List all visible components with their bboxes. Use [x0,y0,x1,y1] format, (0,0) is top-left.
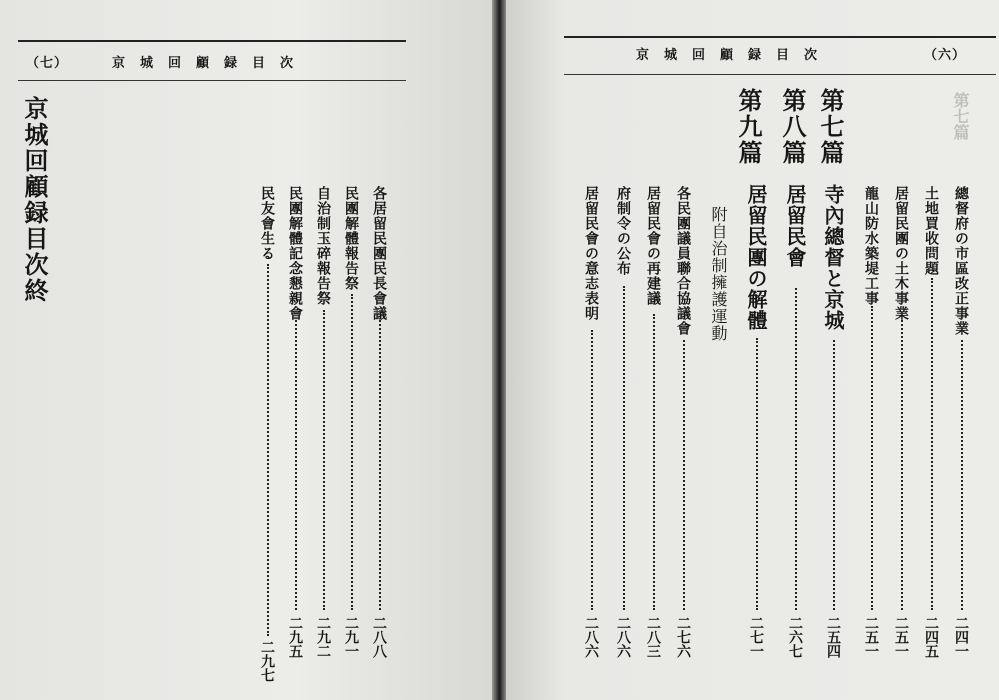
chapter-page: 二五四 [825,616,841,658]
leader-dots [901,320,903,610]
toc-entry-page: 二四五 [923,616,939,658]
running-header: 京 城 回 顧 録 目 次 [636,48,819,63]
page-number: （七） [26,56,69,71]
leader-dots [351,294,353,610]
chapter-title: 居留民會 [783,184,807,268]
toc-entry-title: 府制令の公布 [615,186,631,276]
toc-entry-title: 自治制玉碎報告祭 [315,186,331,306]
toc-entry-page: 二九五 [287,616,303,658]
chapter-label: 第七篇 [816,88,845,166]
toc-entry-page: 二八三 [645,616,661,658]
leader-dots [623,286,625,610]
leader-dots [683,340,685,610]
leader-dots [379,320,381,610]
leader-dots [871,306,873,610]
chapter-title: 寺內總督と京城 [821,184,845,331]
chapter-subtitle: 附自治制擁護運動 [709,206,728,342]
leader-dots [267,264,269,636]
toc-entry-title: 居留民會の意志表明 [583,186,599,321]
toc-entry-page: 二九二 [315,616,331,658]
toc-entry-title: 居留民會の再建議 [645,186,661,306]
toc-entry-page: 二八六 [615,616,631,658]
leader-dots [295,320,297,610]
toc-entry-page: 二九一 [343,616,359,658]
header-rule-top [18,40,406,42]
bleed-through-text: 第七篇 [951,92,970,140]
toc-entry-title: 土地買收問題 [923,186,939,276]
toc-entry-page: 二九七 [259,640,275,682]
toc-entry-title: 各民團議員聯合協議會 [675,186,691,336]
toc-entry-title: 各居留民團民長會議 [371,186,387,321]
chapter-page: 二六七 [787,616,803,658]
book-gutter [492,0,506,700]
leader-dots [756,338,758,610]
toc-entry-title: 居留民團の土木事業 [893,186,909,321]
toc-entry-title: 民友會生る [259,186,275,261]
leader-dots [931,278,933,610]
toc-entry-title: 龍山防水築堤工事 [863,186,879,306]
end-title: 京城回顧録目次終 [20,96,49,304]
right-page [506,0,999,700]
leader-dots [323,310,325,610]
leader-dots [833,340,835,610]
leader-dots [591,330,593,610]
header-rule-bottom [564,74,996,75]
chapter-label: 第九篇 [734,88,763,166]
toc-entry-page: 二四一 [953,616,969,658]
header-rule-bottom [18,80,406,81]
running-header: 京 城 回 顧 録 目 次 [112,56,295,71]
chapter-page: 二七一 [748,616,764,658]
page-number: （六） [924,48,967,63]
header-rule-top [564,36,996,38]
toc-entry-title: 民團解體報告祭 [343,186,359,291]
toc-entry-page: 二七六 [675,616,691,658]
leader-dots [653,314,655,610]
toc-entry-page: 二五一 [863,616,879,658]
toc-entry-title: 總督府の市區改正事業 [953,186,969,336]
toc-entry-page: 二八六 [583,616,599,658]
leader-dots [961,340,963,610]
chapter-title: 居留民團の解體 [744,184,768,331]
left-page [0,0,492,700]
leader-dots [795,288,797,610]
toc-entry-page: 二八八 [371,616,387,658]
chapter-label: 第八篇 [778,88,807,166]
toc-entry-page: 二五一 [893,616,909,658]
toc-entry-title: 民團解體記念懇親會 [287,186,303,321]
